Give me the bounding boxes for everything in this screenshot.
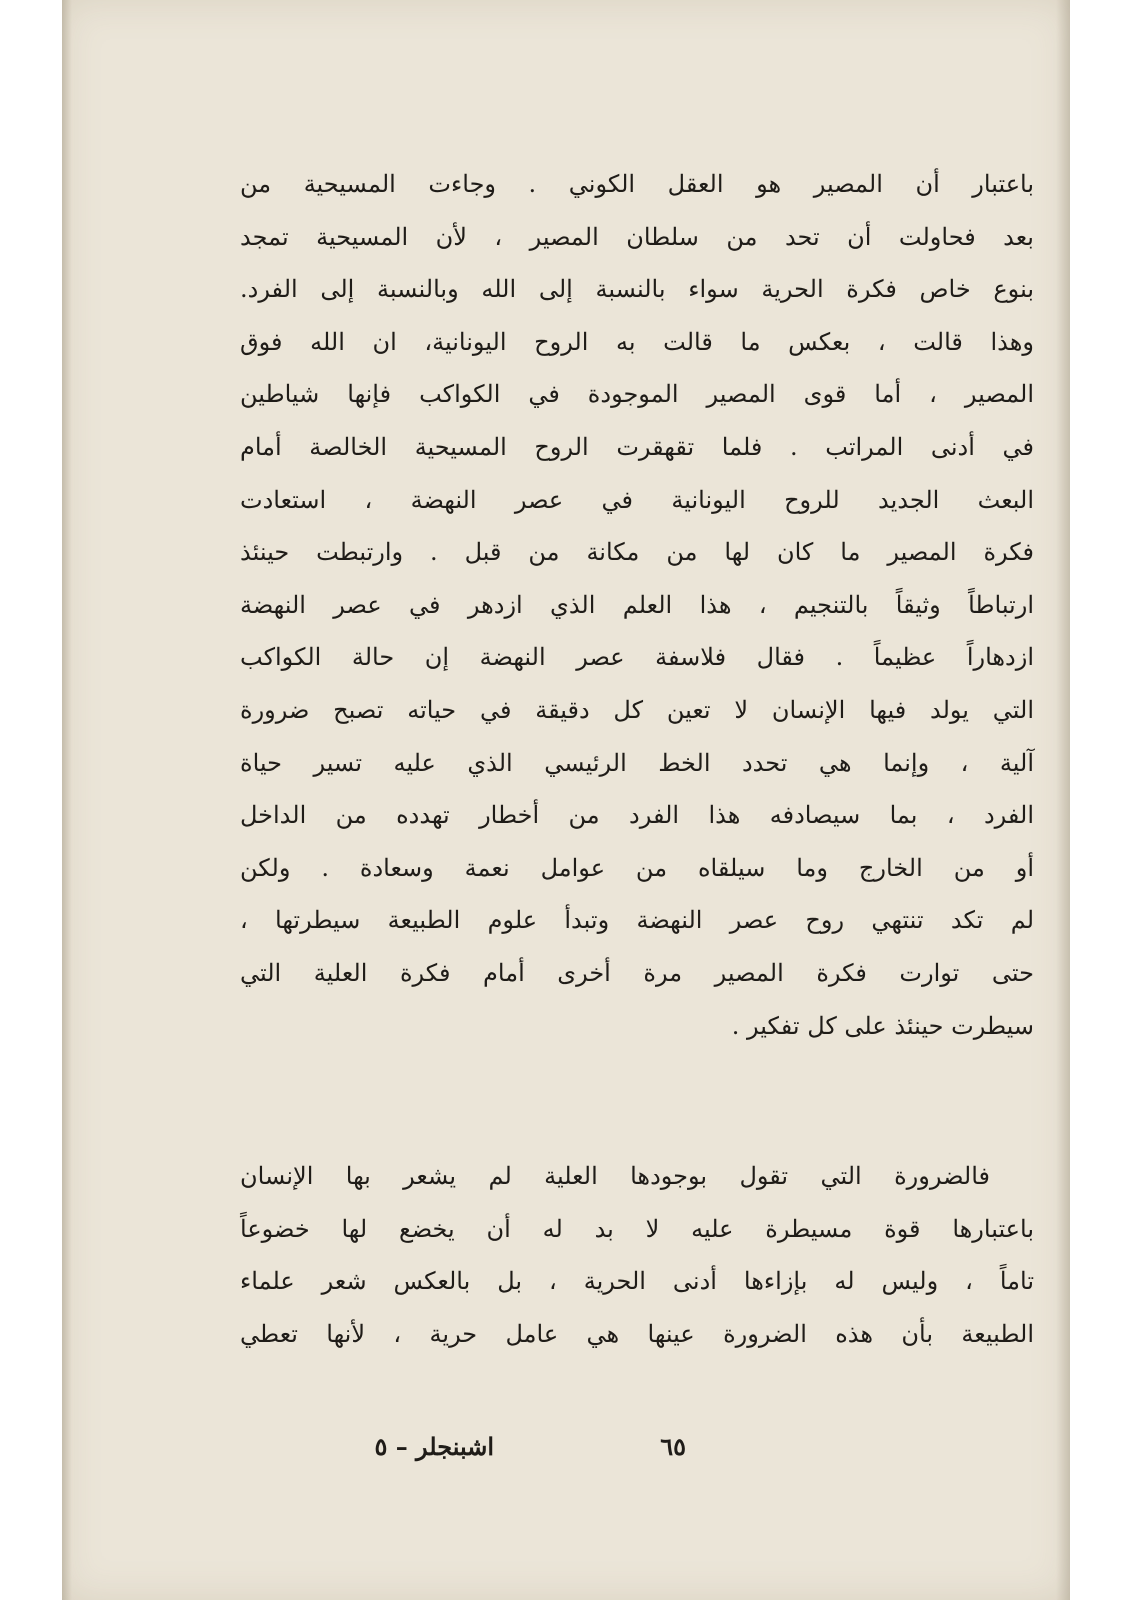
text-line: فكرة المصير ما كان لها من مكانة من قبل . وارتبطت حينئذ xyxy=(240,538,1034,567)
text-line: وهذا قالت ، بعكس ما قالت به الروح اليونانية، ان الله فوق xyxy=(240,327,1034,356)
text-line: الطبيعة بأن هذه الضرورة عينها هي عامل حرية ، لأنها تعطي xyxy=(240,1319,1035,1348)
text-line: باعتبار أن المصير هو العقل الكوني . وجاءت المسيحية من xyxy=(240,170,1035,198)
book-page xyxy=(62,0,1070,1600)
text-line: سيطرت حينئذ على كل تفكير . xyxy=(731,1011,1034,1040)
text-line: التي يولد فيها الإنسان لا تعين كل دقيقة في حياته تصبح ضرورة xyxy=(240,695,1034,724)
text-line: المصير ، أما قوى المصير الموجودة في الكواكب فإنها شياطين xyxy=(240,380,1034,409)
text-line: بنوع خاص فكرة الحرية سواء بالنسبة إلى الله وبالنسبة إلى الفرد. xyxy=(240,275,1034,304)
text-line: ازدهاراً عظيماً . فقال فلاسفة عصر النهضة إن حالة الكواكب xyxy=(240,643,1034,672)
text-line: الفرد ، بما سيصادفه هذا الفرد من أخطار تهدده من الداخل xyxy=(240,801,1034,830)
text-line: باعتبارها قوة مسيطرة عليه لا بد له أن يخضع لها خضوعاً xyxy=(240,1214,1034,1243)
page-number: ٦٥ xyxy=(660,1432,686,1461)
running-title: اشبنجلر – ٥ xyxy=(374,1432,494,1461)
text-line: البعث الجديد للروح اليونانية في عصر النهضة ، استعادت xyxy=(240,485,1034,514)
text-line: لم تكد تنتهي روح عصر النهضة وتبدأ علوم الطبيعة سيطرتها ، xyxy=(240,906,1034,935)
text-line: آلية ، وإنما هي تحدد الخط الرئيسي الذي عليه تسير حياة xyxy=(240,748,1034,777)
text-line: فالضرورة التي تقول بوجودها العلية لم يشعر بها الإنسان xyxy=(240,1162,990,1190)
text-line: في أدنى المراتب . فلما تقهقرت الروح المسيحية الخالصة أمام xyxy=(240,432,1034,461)
page-footer xyxy=(240,1432,1034,1472)
paragraph-2 xyxy=(240,1150,1034,1360)
text-line: ارتباطاً وثيقاً بالتنجيم ، هذا العلم الذي ازدهر في عصر النهضة xyxy=(240,590,1034,619)
paragraph-1 xyxy=(240,158,1034,1052)
text-line: حتى توارت فكرة المصير مرة أخرى أمام فكرة العلية التي xyxy=(240,958,1034,987)
text-line: تاماً ، وليس له بإزاءها أدنى الحرية ، بل بالعكس شعر علماء xyxy=(240,1267,1034,1296)
text-line: بعد فحاولت أن تحد من سلطان المصير ، لأن المسيحية تمجد xyxy=(240,222,1034,251)
text-line: أو من الخارج وما سيلقاه من عوامل نعمة وسعادة . ولكن xyxy=(240,853,1034,882)
